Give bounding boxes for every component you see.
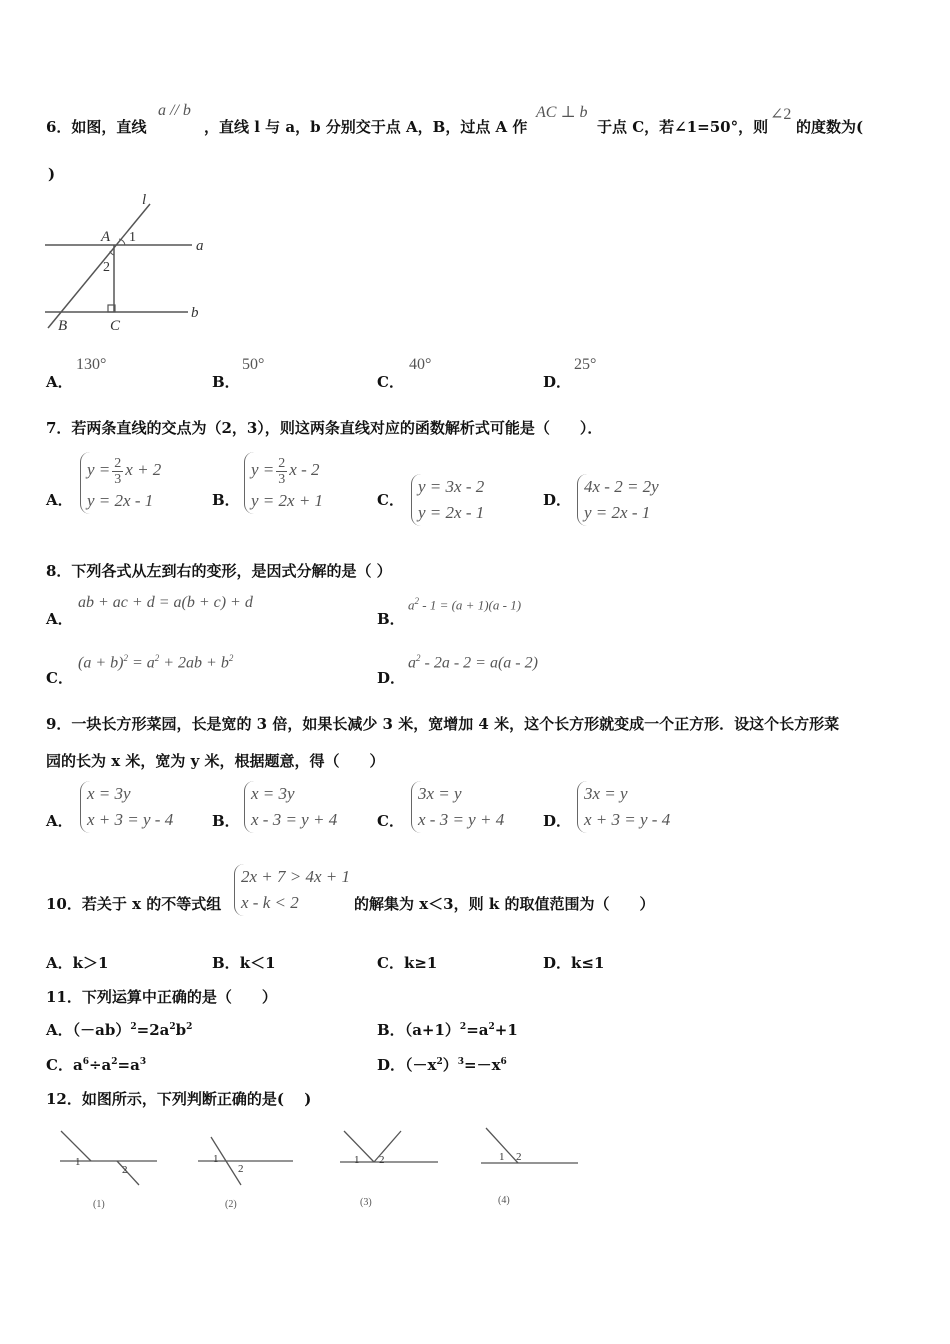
q6-text-5: ) <box>48 165 56 183</box>
line-l <box>48 204 150 328</box>
q9-option-a-system: x = 3y x + 3 = y - 4 <box>80 781 173 833</box>
q7-option-c-system: y = 3x - 2 y = 2x - 1 <box>411 474 484 526</box>
q7-option-c-label: C． <box>377 491 404 509</box>
q9-option-b-label: B． <box>212 812 240 830</box>
q10-option-a: A．k＞1 <box>46 954 109 972</box>
fig2-angle-2: 2 <box>238 1163 244 1175</box>
q8-option-a-expr: ab + ac + d = a(b + c) + d <box>78 594 253 611</box>
q7-text: 7．若两条直线的交点为（2，3），则这两条直线对应的函数解析式可能是（ ）． <box>46 419 603 437</box>
label-C: C <box>110 318 121 334</box>
q10-option-b: B．k＜1 <box>212 954 276 972</box>
q6-option-b-label: B． <box>212 373 240 391</box>
q8-option-d-label: D． <box>377 669 406 687</box>
q9-option-b-system: x = 3y x - 3 = y + 4 <box>244 781 337 833</box>
q9-option-d-label: D． <box>543 812 572 830</box>
q12-figure-1 <box>55 1125 165 1215</box>
label-2: 2 <box>103 260 110 275</box>
q11-option-d: D．$(-x^2)^3=-x^6$ <box>377 1056 507 1074</box>
fig1-angle-2: 2 <box>122 1164 128 1176</box>
q9-option-c-system: 3x = y x - 3 = y + 4 <box>411 781 504 833</box>
q9-text-line2: 园的长为 x 米，宽为 y 米，根据题意，得（ ） <box>46 752 385 770</box>
q7-option-b-system: y = $\frac{2}{3}$ x - 2 y = 2x + 1 <box>244 452 323 514</box>
q6-text-2: ，直线 l 与 a，b 分别交于点 A，B，过点 A 作 <box>204 118 528 136</box>
fig3-caption: (3) <box>360 1197 372 1208</box>
fig4-angle-2: 2 <box>516 1151 522 1163</box>
q7-option-a-label: A． <box>46 491 73 509</box>
q6-option-d-value: 25° <box>574 356 597 373</box>
q9-option-a-label: A． <box>46 812 73 830</box>
q6-figure <box>40 192 220 337</box>
q6-option-b-value: 50° <box>242 356 265 373</box>
q6-option-d-label: D． <box>543 373 572 391</box>
q9-option-d-system: 3x = y x + 3 = y - 4 <box>577 781 670 833</box>
q10-text-2: 的解集为 x＜3，则 k 的取值范围为（ ） <box>354 895 655 913</box>
q12-figure-4 <box>478 1122 583 1212</box>
label-1: 1 <box>129 230 136 245</box>
fig1-angle-1: 1 <box>75 1156 81 1168</box>
q12-figure-2 <box>195 1125 300 1215</box>
q8-option-c-expr: $(a + b)^2 = a^2 + 2ab + b^2$ <box>78 653 234 672</box>
q7-option-a-system: y = $\frac{2}{3}$ x + 2 y = 2x - 1 <box>80 452 161 514</box>
q11-text: 11．下列运算中正确的是（ ） <box>46 988 277 1006</box>
q7-option-b-label: B． <box>212 491 240 509</box>
q11-option-a: A．$(-ab)^2=2a^2b^2$ <box>46 1021 193 1039</box>
label-B: B <box>58 318 68 334</box>
q9-text-line1: 9．一块长方形菜园，长是宽的 3 倍，如果长减少 3 米，宽增加 4 米，这个长方形就变成一个正方形．设这个长方形菜 <box>46 715 840 733</box>
q10-text-1: 10．若关于 x 的不等式组 <box>46 895 222 913</box>
q9-option-c-label: C． <box>377 812 404 830</box>
q7-option-d-label: D． <box>543 491 572 509</box>
q6-text-4: 的度数为( <box>796 118 864 136</box>
q8-option-c-label: C． <box>46 669 73 687</box>
label-A: A <box>101 229 111 245</box>
q8-text: 8．下列各式从左到右的变形，是因式分解的是（ ） <box>46 562 392 580</box>
q6-option-c-value: 40° <box>409 356 432 373</box>
q10-option-c: C．k≥1 <box>377 954 438 972</box>
q8-option-b-expr: $a^2 - 1 = (a + 1)(a - 1)$ <box>408 596 522 613</box>
label-l: l <box>142 192 147 208</box>
q6-text-1: 6．如图，直线 <box>46 118 147 136</box>
q6-text-3: 于点 C，若∠1=50°，则 <box>597 118 769 136</box>
q6-math-parallel: a // b <box>158 102 191 119</box>
fig4-caption: (4) <box>498 1195 510 1206</box>
q6-math-angle: ∠2 <box>770 106 792 123</box>
q12-text: 12．如图所示，下列判断正确的是( ) <box>46 1090 312 1108</box>
q6-math-perp: AC ⊥ b <box>536 104 588 121</box>
q8-option-d-expr: $a^2 - 2a - 2 = a(a - 2)$ <box>408 653 538 672</box>
label-a: a <box>196 238 204 254</box>
fig2-angle-1: 1 <box>213 1153 219 1165</box>
fig3-angle-2: 2 <box>379 1154 385 1166</box>
q6-option-a-value: 130° <box>76 356 107 373</box>
fig1-caption: (1) <box>93 1199 105 1210</box>
fig2-caption: (2) <box>225 1199 237 1210</box>
fig3-angle-1: 1 <box>354 1154 360 1166</box>
q11-option-b: B．$(a+1)^2=a^2+1$ <box>377 1021 518 1039</box>
q11-option-c: C．$a^6\div a^2=a^3$ <box>46 1056 147 1074</box>
q6-option-a-label: A． <box>46 373 73 391</box>
q10-option-d: D．k≤1 <box>543 954 605 972</box>
fig4-angle-1: 1 <box>499 1151 505 1163</box>
q12-figure-3 <box>338 1125 443 1215</box>
q6-option-c-label: C． <box>377 373 404 391</box>
q8-option-b-label: B． <box>377 610 405 628</box>
label-b: b <box>191 305 199 321</box>
q10-inequality-system: 2x + 7 > 4x + 1 x - k < 2 <box>234 864 350 916</box>
q7-option-d-system: 4x - 2 = 2y y = 2x - 1 <box>577 474 659 526</box>
q8-option-a-label: A． <box>46 610 73 628</box>
